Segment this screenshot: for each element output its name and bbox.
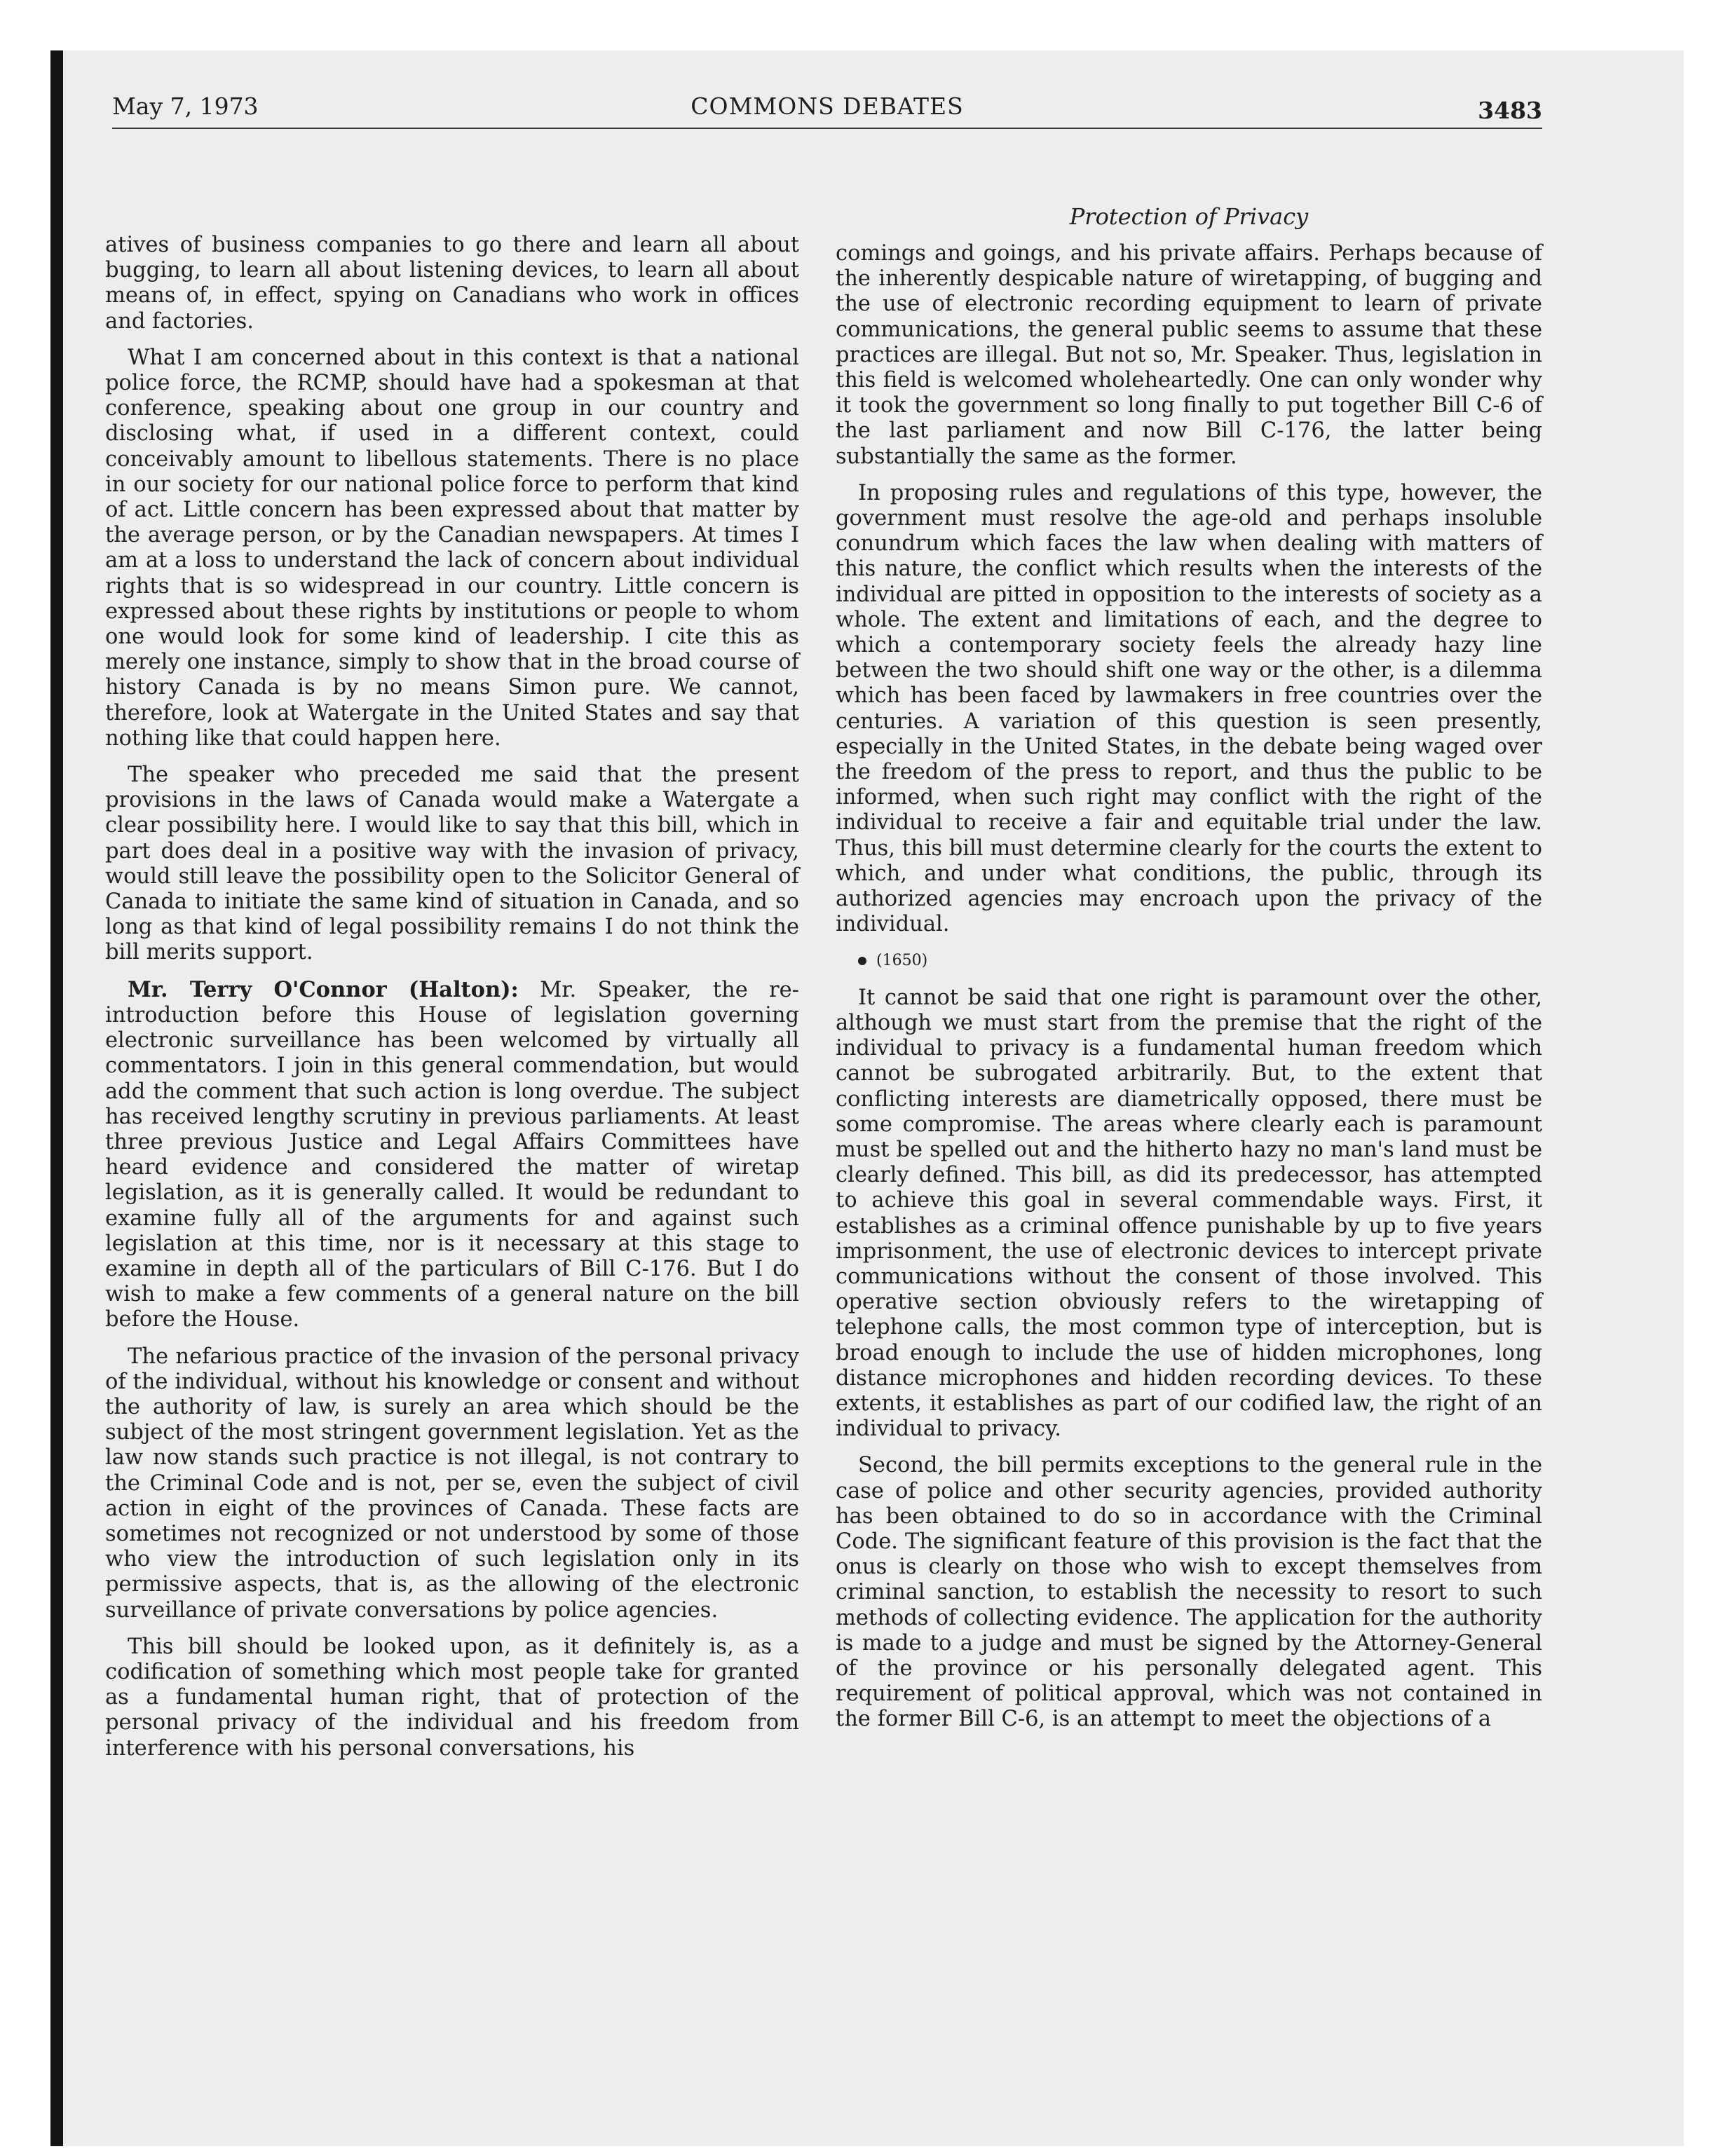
left-paragraph-5: The nefarious practice of the invasion of the personal privacy of the individual, without his knowledge or consent and without the authority of law, is surely an area which should be the subject of the most stringent government legislation. Yet as the law now stands such practice is not illegal, is not contrary to the Criminal Code and is not, per se, even the subject of civil action in eight of the provinces of Canada. These facts are sometimes not recognized or not understood by some of those who view the introduction of such legislation only in its permissive aspects, that is, as the allowing of the electronic surveillance of private conversations by police agencies. bbox=[105, 1344, 799, 1623]
time-marker-text: (1650) bbox=[876, 952, 928, 970]
right-paragraph-4: Second, the bill permits exceptions to the general rule in the case of police and other security agencies, provided authority has been obtained to do so in accordance with the Criminal Code. The significant feature of this provision is the fact that the onus is clearly on those who wish to except themselves from criminal sanction, to establish the necessity to resort to such methods of collecting evidence. The application for the authority is made to a judge and must be signed by the Attorney-General of the province or his personally delegated agent. This requirement of political approval, which was not contained in the former Bill C-6, is an attempt to meet the objections of a bbox=[836, 1453, 1542, 1732]
speaker-remarks: Mr. Speaker, the re-introduction before this House of legislation governing electronic surveillance has been welcomed by virtually all commentators. I join in this general commendation, but would add the comment that such action is long overdue. The subject has received lengthy scrutiny in previous parliaments. At least three previous Justice and Legal Affairs Committees have heard evidence and considered the matter of wiretap legislation, as it is generally called. It would be redundant to examine fully all of the arguments for and against such legislation at this time, nor is it necessary at this stage to examine in depth all of the particulars of Bill C-176. But I do wish to make a few comments of a general nature on the bill before the House. bbox=[105, 977, 799, 1332]
right-paragraph-1: comings and goings, and his private affairs. Perhaps because of the inherently despicable nature of wiretapping, of bugging and the use of electronic recording equipment to learn of private communications, the general public seems to assume that these practices are illegal. But not so, Mr. Speaker. Thus, legislation in this field is welcomed wholeheartedly. One can only wonder why it took the government so long finally to put together Bill C-6 of the last parliament and now Bill C-176, the latter being substantially the same as the former. bbox=[836, 241, 1542, 469]
bullet-icon bbox=[858, 957, 866, 965]
header-date: May 7, 1973 bbox=[112, 93, 259, 120]
right-paragraph-3: It cannot be said that one right is paramount over the other, although we must start from the premise that the right of the individual to privacy is a fundamental human freedom which cannot be subrogated arbitrarily. But, to the extent that conflicting interests are diametrically opposed, there must be some compromise. The areas where clearly each is paramount must be spelled out and the hitherto hazy no man's land must be clearly defined. This bill, as did its predecessor, has attempted to achieve this goal in several commendable ways. First, it establishes as a criminal offence punishable by up to five years imprisonment, the use of electronic devices to intercept private communications without the consent of those involved. This operative section obviously refers to the wiretapping of telephone calls, the most common type of interception, but is broad enough to include the use of hidden microphones, long distance microphones and hidden recording devices. To these extents, it establishes as part of our codified law, the right of an individual to privacy. bbox=[836, 985, 1542, 1442]
section-title: Protection of Privacy bbox=[1069, 203, 1309, 230]
header-page-number: 3483 bbox=[1478, 97, 1542, 124]
left-paragraph-3: The speaker who preceded me said that the present provisions in the laws of Canada would make a Watergate a clear possibility here. I would like to say that this bill, which in part does deal in a positive way with the invasion of privacy, would still leave the possibility open to the Solicitor General of Canada to initiate the same kind of situation in Canada, and so long as that kind of legal possibility remains I do not think the bill merits support. bbox=[105, 763, 799, 965]
right-paragraph-2: In proposing rules and regulations of this type, however, the government must resolve the age-old and perhaps insoluble conundrum which faces the law when dealing with matters of this nature, the conflict which results when the interests of the individual are pitted in opposition to the interests of society as a whole. The extent and limitations of each, and the degree to which a contemporary society feels the already hazy line between the two should shift one way or the other, is a dilemma which has been faced by lawmakers in free countries over the centuries. A variation of this question is seen presently, especially in the United States, in the debate being waged over the freedom of the press to report, and thus the public to be informed, when such right may conflict with the right of the individual to receive a fair and equitable trial under the law. Thus, this bill must determine clearly for the courts the extent to which, and under what conditions, the public, through its authorized agencies may encroach upon the privacy of the individual. bbox=[836, 480, 1542, 937]
speaker-name: Mr. Terry O'Connor (Halton): bbox=[128, 976, 519, 1002]
binding-edge-shadow bbox=[50, 50, 63, 2146]
header-publication-title: COMMONS DEBATES bbox=[690, 93, 964, 120]
left-column bbox=[105, 233, 799, 1773]
left-paragraph-4 bbox=[105, 977, 799, 1333]
left-paragraph-1: atives of business companies to go there and learn all about bugging, to learn all about listening devices, to learn all about means of, in effect, spying on Canadians who work in offices and factories. bbox=[105, 233, 799, 334]
left-paragraph-6: This bill should be looked upon, as it definitely is, as a codification of something which most people take for granted as a fundamental human right, that of protection of the personal privacy of the individual and his freedom from interference with his personal conversations, his bbox=[105, 1634, 799, 1761]
left-paragraph-2: What I am concerned about in this context is that a national police force, the RCMP, should have had a spokesman at that conference, speaking about one group in our country and disclosing what, if used in a different context, could conceivably amount to libellous statements. There is no place in our society for our national police force to perform that kind of act. Little concern has been expressed about that matter by the average person, or by the Canadian newspapers. At times I am at a loss to understand the lack of concern about individual rights that is so widespread in our country. Little concern is expressed about these rights by institutions or people to whom one would look for some kind of leadership. I cite this as merely one instance, simply to show that in the broad course of history Canada is by no means Simon pure. We cannot, therefore, look at Watergate in the United States and say that nothing like that could happen here. bbox=[105, 345, 799, 751]
page-header bbox=[112, 90, 1542, 129]
right-column bbox=[836, 241, 1542, 1744]
time-marker bbox=[836, 948, 1542, 974]
